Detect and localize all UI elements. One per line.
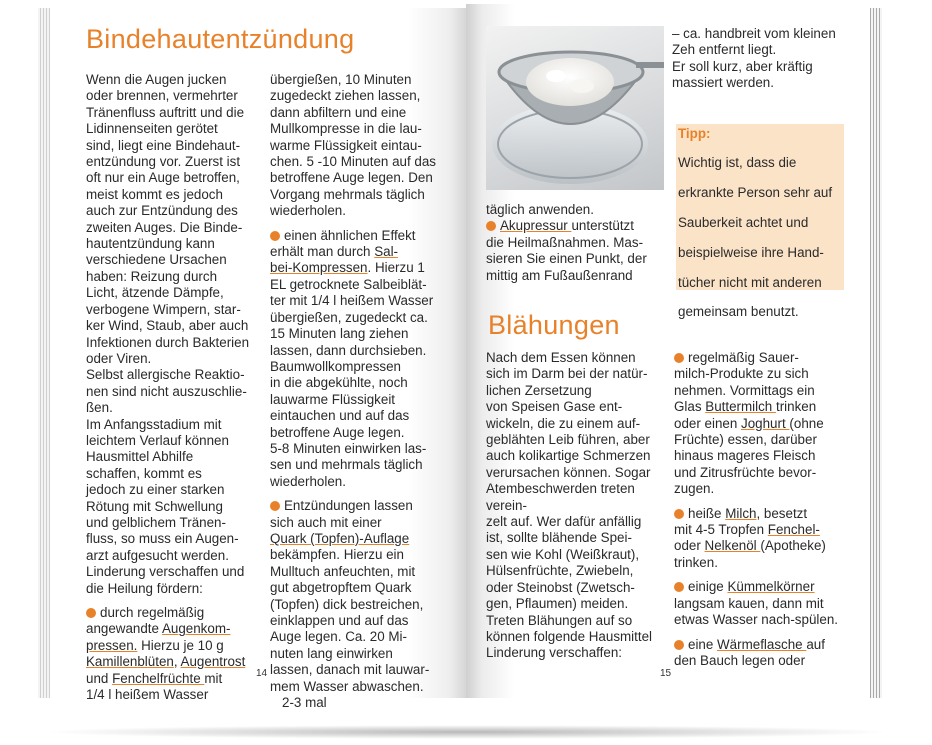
- right-col2a-line: hinaus mageres Fleisch: [674, 448, 816, 464]
- right-col1-line: ist, sollte blähende Spei-: [486, 530, 632, 546]
- tip-line: Sauberkeit achtet und: [678, 214, 809, 230]
- tip-line: Wichtig ist, dass die: [678, 155, 797, 171]
- left-col2a-line: Mullkompresse in die lau-: [270, 121, 422, 137]
- left-column-1: Wenn die Augen jucken oder brennen, vermehrter Tränenfluss auftritt und die Lidinnenseiten gerötet sind, liegt eine Bindehaut- entzündung vor. Zuerst ist oft nur ein Auge betroffen, meist kommt es jedoch auch zur Entzündung des zweiten Auges. Die Binde- hautentzündung kann verschiedene Ursachen haben: Reizung durch Licht, ätzende Dämpfe, verbogene Wimpern, star- ker Wind, Staub, aber auch Infektionen durch Bakterien oder Viren. Selbst allergische Reaktio- nen sind nicht auszuschlie- ßen. Im Anfangsstadium mit leichtem Verlauf können Hausmittel Abhilfe schaffen, kommt es jedoch zu einer starken Rötung mit Schwellung und gelblichem Tränen- fluss, so muss ein Augen- arzt aufgesucht werden. Linderung verschaffen und die Heilung fördern: durch regelmäßig angewandte Augenkom- pressen. Hierzu je 10 g Kamillenblüten, Augentrost und Fenchelfrüchte mit 1/4 l heißem Wasser: [86, 72, 262, 703]
- left-col1-line: verschiedene Ursachen: [86, 252, 227, 268]
- right-col1-line: lichen Zersetzung: [486, 382, 592, 398]
- right-top-line: täglich anwenden.: [486, 202, 594, 217]
- left-col1-line: verbogene Wimpern, star-: [86, 301, 241, 317]
- keyword-fenchel: Fenchel-: [767, 522, 820, 538]
- right-col2-text-a: [674, 432, 854, 498]
- right-akup-line: mittig am Fußaußenrand: [486, 267, 633, 283]
- left-col2b-line: betroffene Auge legen.: [270, 424, 405, 440]
- right-topright-line: Er soll kurz, aber kräftig: [672, 58, 813, 74]
- keyword-kamillenblueten: Kamillenblüten: [86, 654, 174, 670]
- bullet-dot-icon: [270, 231, 280, 241]
- keyword-salbei-kompressen-cont: bei-Kompressen: [270, 260, 368, 276]
- tip-line: beispielweise ihre Hand-: [678, 244, 824, 260]
- right-col1-line: Nach dem Essen können: [486, 350, 636, 365]
- left-col2a-line: wiederholen.: [270, 203, 346, 219]
- right-akup-text: [486, 235, 676, 284]
- left-col1-line: zweiten Auges. Die Binde-: [86, 219, 243, 235]
- tip-line: erkrankte Person sehr auf: [678, 185, 833, 201]
- left-page-title: Bindehautentzündung: [86, 24, 355, 54]
- left-col1-line: entzündung vor. Zuerst ist: [86, 154, 241, 170]
- bullet-dot-icon: [674, 582, 684, 592]
- left-col2c-line: gut abgetropftem Quark: [270, 580, 412, 596]
- left-col1-line: jedoch zu einer starken: [86, 482, 225, 498]
- left-col2b-line: wiederholen.: [270, 473, 346, 489]
- keyword-joghurt: Joghurt: [741, 415, 790, 431]
- left-col1-line: die Heilung fördern:: [86, 580, 203, 596]
- right-topright-line: massiert werden.: [672, 75, 774, 91]
- right-top-right-col: [672, 26, 852, 92]
- right-topright-line: – ca. handbreit vom kleinen: [672, 26, 836, 41]
- left-col1-line: nen sind nicht auszuschlie-: [86, 383, 247, 399]
- left-column-2: übergießen, 10 Minuten zugedeckt ziehen lassen, dann abfiltern und eine Mullkompresse in die lau- warme Flüssigkeit eintau- chen. 5 -10 Minuten auf das betroffene Auge legen. Den Vorgang mehrmals täglich wiederholen. einen ähnlichen Effekt erhält man durch Sal- bei-Kompressen. Hierzu 1 EL getrocknete Salbeiblät- ter mit 1/4 l heißem Wasser übergießen, zugedeckt ca. 15 Minuten lang ziehen lassen, dann durchsieben. Baumwollkompressen in die abgekühlte, noch lauwarme Flüssigkeit eintauchen und auf das betroffene Auge legen. 5-8 Minuten einwirken las- sen und mehrmals täglich wiederholen. Entzündungen lassen sich auch mit einer Quark (Topfen)-Auflage bekämpfen. Hierzu ein Mulltuch anfeuchten, mit gut abgetropftem Quark (Topfen) dick bestreichen, einklappen und auf das Auge legen. Ca. 20 Mi- nuten lang einwirken lassen, danach mit lauwar- mem Wasser abwaschen. 2-3 mal: [270, 72, 454, 711]
- left-col2b-line: EL getrocknete Salbeiblät-: [270, 276, 427, 292]
- left-col1-line: sind, liegt eine Bindehaut-: [86, 137, 241, 153]
- left-col1-line: Licht, ätzende Dämpfe,: [86, 285, 224, 301]
- right-col1-line: Treten Blähungen auf so: [486, 612, 633, 628]
- keyword-akupressur: Akupressur: [500, 218, 572, 234]
- left-col2c-line: Mulltuch anfeuchten, mit: [270, 563, 416, 579]
- bullet-quark: Entzündungen lassen: [270, 498, 454, 514]
- right-column-2: regelmäßig Sauer- milch-Produkte zu sich nehmen. Vormittags ein Glas Buttermilch trinken oder einen Joghurt (ohne Früchte) essen, darüber hinaus mageres Fleisch und Zitrusfrüchte bevor- zugen. heiße Milch, besetzt mit 4-5 Tropfen Fenchel- oder Nelkenöl (Apotheke) trinken. einige Kümmelkörner langsam kauen, dann mit etwas Wasser nach-spülen. eine Wärmeflasche auf den Bauch legen oder: [674, 350, 854, 669]
- bullet-akupressur: Akupressur unterstützt: [486, 218, 676, 234]
- bullet-milch: heiße Milch, besetzt: [674, 506, 854, 522]
- right-page: [466, 4, 870, 698]
- left-col2b-line: sen und mehrmals täglich: [270, 457, 423, 473]
- keyword-buttermilch: Buttermilch: [705, 399, 776, 415]
- left-col2b-line: in die abgekühlte, noch: [270, 375, 408, 391]
- bullet-dot-icon: [674, 509, 684, 519]
- strainer-photo-icon: [486, 26, 664, 190]
- right-top-text: [486, 202, 676, 218]
- bullet-kuemmel: einige Kümmelkörner: [674, 579, 854, 595]
- right-col1-line: auch kolikartige Schmerzen: [486, 448, 651, 464]
- left-col2b-line: ter mit 1/4 l heißem Wasser: [270, 293, 434, 309]
- left-col2a-line: betroffene Auge legen. Den: [270, 170, 433, 186]
- left-col1-line: Infektionen durch Bakterien: [86, 334, 250, 350]
- book-shadow: [42, 725, 892, 739]
- right-col1-line: gen, Pflaumen) meiden.: [486, 596, 629, 612]
- left-col2b-line: übergießen, zugedeckt ca.: [270, 309, 428, 325]
- page-number-left: 14: [256, 668, 268, 679]
- left-col1-line: arzt aufgesucht werden.: [86, 547, 229, 563]
- keyword-salbei-kompressen: Sal-: [374, 244, 399, 260]
- left-col2-text-a: [270, 72, 454, 220]
- left-col1-line: Linderung verschaffen und: [86, 564, 245, 580]
- right-akup-line: die Heilmaßnahmen. Mas-: [486, 234, 644, 250]
- keyword-nelkenoel: Nelkenöl: [704, 538, 761, 554]
- left-col2a-line: übergießen, 10 Minuten: [270, 72, 412, 87]
- tip-line: gemeinsam benutzt.: [678, 304, 799, 320]
- tip-label: Tipp:: [678, 126, 711, 141]
- left-col1-line: hautentzündung kann: [86, 236, 215, 252]
- left-col2-text-c: [270, 547, 454, 695]
- right-top-right-text: [672, 26, 852, 92]
- keyword-fenchelfruechte: Fenchelfrüchte: [112, 670, 205, 686]
- right-col1-line: Linderung verschaffen:: [486, 645, 622, 661]
- left-page: [50, 8, 466, 711]
- left-col2c-line: Auge legen. Ca. 20 Mi-: [270, 629, 407, 645]
- left-col1-line: Rötung mit Schwellung: [86, 498, 223, 514]
- right-col1-line: können folgende Hausmittel: [486, 628, 653, 644]
- left-col2a-line: zugedeckt ziehen lassen,: [270, 88, 421, 104]
- left-col2b-line: 5-8 Minuten einwirken las-: [270, 440, 427, 456]
- left-col1-line: oder Viren.: [86, 350, 152, 366]
- right-col2a-line: zugen.: [674, 481, 715, 497]
- bullet-dot-icon: [674, 640, 684, 650]
- page-number-right: 15: [660, 668, 672, 679]
- left-col1-line: ßen.: [86, 400, 113, 416]
- right-col2a-line: und Zitrusfrüchte bevor-: [674, 464, 817, 480]
- left-col2b-line: Baumwollkompressen: [270, 358, 401, 374]
- left-col1-line: Hausmittel Abhilfe: [86, 449, 194, 465]
- right-col1-text: [486, 350, 672, 662]
- right-col1-line: von Speisen Gase ent-: [486, 399, 623, 415]
- left-col1-line: haben: Reizung durch: [86, 268, 218, 284]
- left-col2c-line: nuten lang einwirken: [270, 645, 393, 661]
- tip-box: [676, 124, 844, 320]
- bullet-salbei: einen ähnlichen Effekt: [270, 228, 454, 244]
- left-col1-line: fluss, so muss ein Augen-: [86, 531, 239, 547]
- left-col1-line: Im Anfangsstadium mit: [86, 416, 222, 432]
- tip-line: tücher nicht mit anderen: [678, 274, 822, 290]
- right-col1-line: sich im Darm bei der natür-: [486, 366, 648, 382]
- left-col2a-line: chen. 5 -10 Minuten auf das: [270, 154, 437, 170]
- left-col1-line: meist kommt es jedoch: [86, 186, 223, 202]
- right-col1-line: Hülsenfrüchte, Zwiebeln,: [486, 563, 634, 579]
- keyword-augenkompressen-cont: pressen.: [86, 637, 138, 653]
- right-col2a-line: Früchte) essen, darüber: [674, 432, 817, 448]
- bullet-augenkompressen: durch regelmäßig: [86, 605, 262, 621]
- left-col1-line: Selbst allergische Reaktio-: [86, 367, 245, 383]
- left-col2a-line: dann abfiltern und eine: [270, 104, 407, 120]
- left-col2c-line: (Topfen) dick bestreichen,: [270, 596, 424, 612]
- keyword-augenkompressen: Augenkom-: [161, 621, 231, 637]
- right-akup-line: sieren Sie einen Punkt, der: [486, 251, 647, 267]
- left-col1-line: oder brennen, vermehrter: [86, 88, 238, 104]
- left-col1-text: [86, 72, 262, 597]
- left-col2c-line: mem Wasser abwaschen.: [270, 678, 424, 694]
- keyword-kuemmelkoerner: Kümmelkörner: [727, 579, 815, 595]
- right-page-title: Blähungen: [488, 310, 620, 340]
- right-col1-line: verursachen können. Sogar: [486, 464, 651, 480]
- page-stack-right: [868, 8, 882, 698]
- left-col1-line: und gelblichem Tränen-: [86, 514, 226, 530]
- keyword-waermeflasche: Wärmeflasche: [717, 636, 807, 652]
- right-col1-line: oder Steinobst (Zwetsch-: [486, 579, 635, 595]
- bullet-dot-icon: [674, 353, 684, 363]
- bullet-sauermilch: regelmäßig Sauer-: [674, 350, 854, 366]
- left-col1-line: Lidinnenseiten gerötet: [86, 121, 218, 137]
- left-col2b-line: eintauchen und auf das: [270, 408, 410, 424]
- tip-text: [678, 142, 842, 334]
- left-col2c-line: bekämpfen. Hierzu ein: [270, 547, 404, 563]
- right-topright-line: Zeh entfernt liegt.: [672, 42, 777, 58]
- left-col2-text-b: [270, 277, 454, 490]
- left-col1-line: Wenn die Augen jucken: [86, 72, 227, 87]
- left-col2c-line: lassen, danach mit lauwar-: [270, 662, 430, 678]
- left-col1-line: schaffen, kommt es: [86, 465, 202, 481]
- right-col1-line: zelt auf. Wer dafür anfällig: [486, 514, 642, 530]
- left-col1-line: auch zur Entzündung des: [86, 203, 238, 219]
- left-col2a-line: Vorgang mehrmals täglich: [270, 186, 425, 202]
- left-col2b-line: 15 Minuten lang ziehen: [270, 326, 409, 342]
- bullet-dot-icon: [486, 221, 496, 231]
- keyword-milch: Milch: [725, 505, 757, 521]
- left-col1-line: ker Wind, Staub, aber auch: [86, 318, 249, 334]
- right-col1-line: Atembeschwerden treten: [486, 481, 635, 497]
- left-col1-line: oft nur ein Auge betroffen,: [86, 170, 240, 186]
- right-column-1: [486, 350, 672, 662]
- left-col2b-line: lassen, dann durchsieben.: [270, 342, 427, 358]
- left-col2a-line: warme Flüssigkeit eintau-: [270, 137, 422, 153]
- right-top-col: [486, 202, 676, 284]
- right-col1-line: geblähten Leib führen, aber: [486, 432, 650, 448]
- left-col2c-line: einklappen und auf das: [270, 613, 409, 628]
- right-col1-line: wickeln, die zu einem auf-: [486, 415, 641, 431]
- right-col1-line: sen wie Kohl (Weißkraut),: [486, 546, 640, 562]
- left-col2b-line: lauwarme Flüssigkeit: [270, 391, 396, 407]
- bullet-dot-icon: [270, 501, 280, 511]
- strainer-photo: [486, 26, 664, 190]
- right-col1-line: verein-: [486, 497, 527, 513]
- left-col2-last-line: 2-3 mal: [282, 695, 327, 711]
- keyword-augentrost: Augentrost: [180, 654, 246, 670]
- bullet-dot-icon: [86, 608, 96, 618]
- keyword-quark-auflage: Quark (Topfen)-Auflage: [270, 530, 410, 546]
- left-col1-line: Tränenfluss auftritt und die: [86, 104, 245, 120]
- bullet-waermeflasche: eine Wärmeflasche auf: [674, 637, 854, 653]
- left-col1-line: leichtem Verlauf können: [86, 432, 229, 448]
